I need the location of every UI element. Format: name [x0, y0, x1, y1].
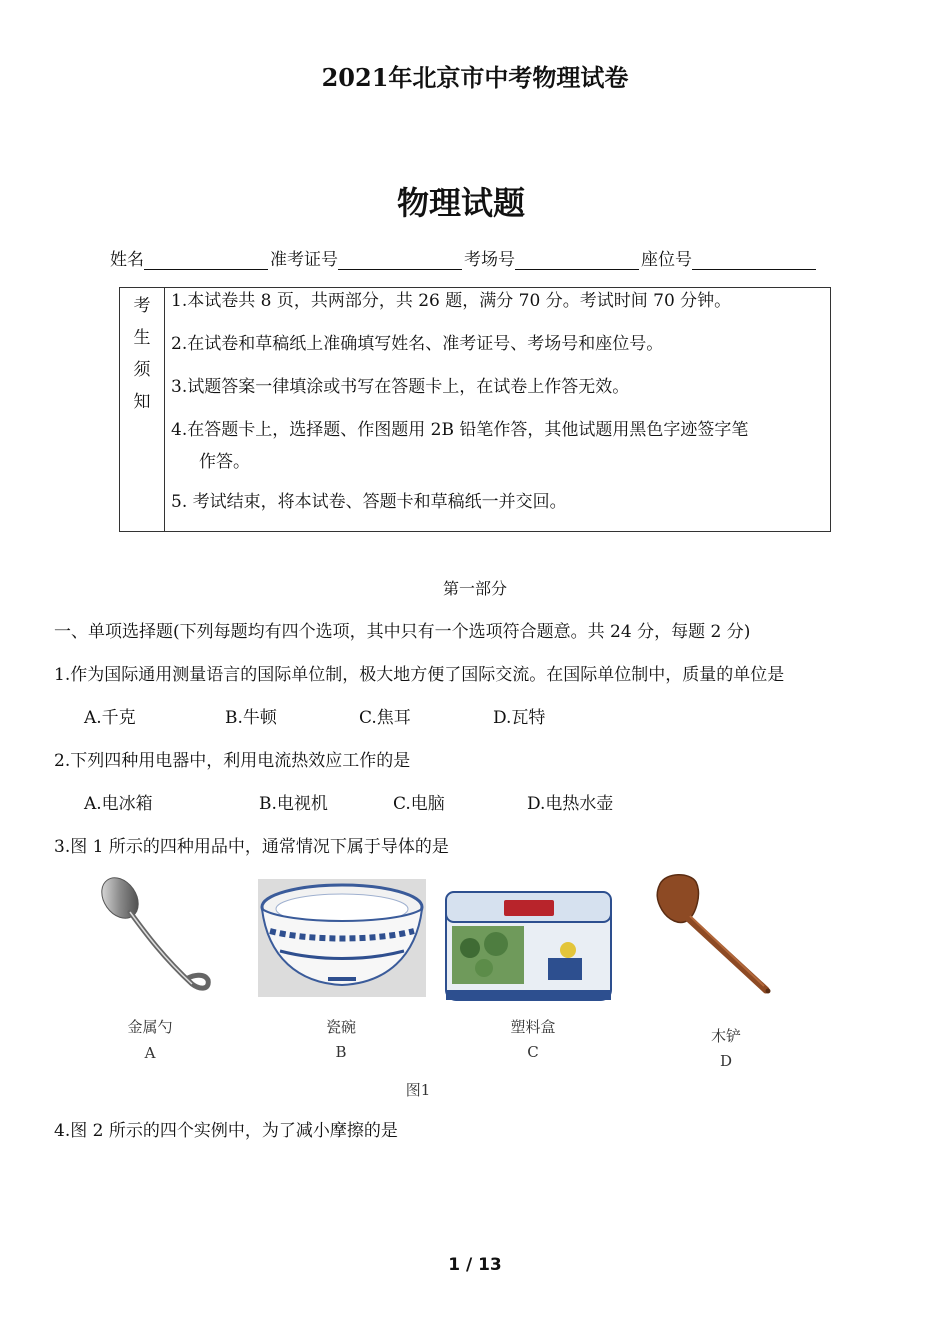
- name-label: 姓名: [110, 250, 144, 270]
- notice-heading-char: 须: [133, 360, 151, 380]
- name-blank[interactable]: [144, 251, 268, 270]
- box-icon: [440, 886, 617, 1004]
- room-blank[interactable]: [515, 251, 639, 270]
- notice-box: [119, 287, 831, 532]
- bowl-icon: [258, 879, 426, 997]
- exam-subtitle: 物理试题: [396, 184, 525, 222]
- notice-item-continuation: 作答。: [199, 452, 250, 472]
- notice-body: [165, 288, 830, 531]
- question-1: 1.作为国际通用测量语言的国际单位制，极大地方便了国际交流。在国际单位制中，质量的单位是: [54, 665, 785, 685]
- notice-item: 3.试题答案一律填涂或书写在答题卡上，在试卷上作答无效。: [171, 377, 630, 397]
- fig1-caption-a-letter: A: [144, 1044, 156, 1062]
- q2-option-d: D.电热水壶: [527, 794, 614, 814]
- notice-heading-char: 考: [133, 296, 151, 316]
- page-title: 2021年北京市中考物理试卷: [321, 63, 629, 92]
- ticket-label: 准考证号: [270, 250, 338, 270]
- room-label: 考场号: [464, 250, 515, 270]
- notice-item: 4.在答题卡上，选择题、作图题用 2B 铅笔作答，其他试题用黑色字迹签字笔: [171, 420, 749, 440]
- q1-option-a: A.千克: [84, 708, 136, 728]
- notice-item: 1.本试卷共 8 页，共两部分，共 26 题，满分 70 分。考试时间 70 分钟。: [171, 291, 732, 311]
- notice-heading-char: 知: [133, 392, 151, 412]
- fig1-caption-b-name: 瓷碗: [325, 1018, 356, 1036]
- candidate-info-line: [110, 245, 818, 270]
- q2-option-c: C.电脑: [393, 794, 445, 814]
- seat-blank[interactable]: [692, 251, 816, 270]
- ticket-blank[interactable]: [338, 251, 462, 270]
- notice-item: 2.在试卷和草稿纸上准确填写姓名、准考证号、考场号和座位号。: [171, 334, 664, 354]
- spatula-icon: [652, 870, 772, 995]
- fig1-caption-d-letter: D: [719, 1052, 733, 1070]
- q1-option-d: D.瓦特: [493, 708, 546, 728]
- notice-heading: [120, 288, 165, 531]
- seat-label: 座位号: [641, 250, 692, 270]
- section-heading: 一、单项选择题(下列每题均有四个选项，其中只有一个选项符合题意。共 24 分，每题 2 分): [54, 622, 751, 642]
- page-number: 1 / 13: [448, 1255, 502, 1275]
- q2-option-a: A.电冰箱: [84, 794, 153, 814]
- q2-option-b: B.电视机: [259, 794, 328, 814]
- question-3: 3.图 1 所示的四种用品中，通常情况下属于导体的是: [54, 837, 449, 857]
- fig1-caption-c-name: 塑料盒: [510, 1018, 556, 1036]
- fig1-caption-c-letter: C: [527, 1043, 539, 1061]
- question-4: 4.图 2 所示的四个实例中，为了减小摩擦的是: [54, 1121, 398, 1141]
- q1-option-b: B.牛顿: [225, 708, 277, 728]
- notice-item: 5. 考试结束，将本试卷、答题卡和草稿纸一并交回。: [171, 492, 567, 512]
- fig1-caption-b-letter: B: [335, 1043, 347, 1061]
- fig1-caption-a-name: 金属勺: [127, 1018, 173, 1036]
- part-heading: 第一部分: [442, 579, 507, 598]
- notice-heading-char: 生: [133, 328, 151, 348]
- question-2: 2.下列四种用电器中，利用电流热效应工作的是: [54, 751, 411, 771]
- fig1-caption-d-name: 木铲: [710, 1027, 741, 1045]
- figure-1-caption: 图1: [405, 1081, 431, 1099]
- q1-option-c: C.焦耳: [359, 708, 411, 728]
- spoon-icon: [96, 872, 216, 1002]
